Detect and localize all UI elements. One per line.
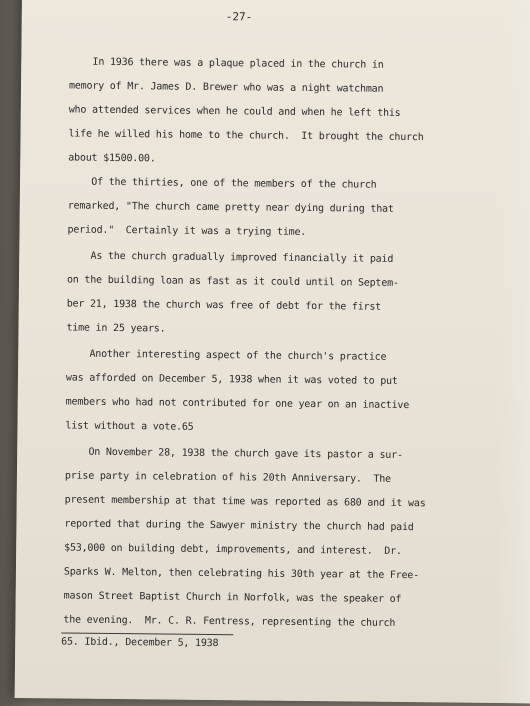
text-line: time in 25 years. [66,322,166,335]
footnote-divider [61,632,233,635]
text-line: Sparks W. Melton, then celebrating his 30th year at the Free- [63,566,420,582]
text-line: On November 28, 1938 the church gave its pastor a sur- [65,446,403,462]
text-line: who attended services when he could and when he left this [68,104,401,119]
footnote: 65. Ibid., December 5, 1938 [61,636,219,650]
text-line: Of the thirties, one of the members of the church [67,176,377,191]
text-line: As the church gradually improved financially it paid [67,250,394,265]
text-line: remarked, "The church came pretty near dying during that [67,200,394,215]
text-line: life he willed his home to the church. It brought the church [68,128,424,144]
text-line: present membership at that time was reported as 680 and it was [64,494,426,510]
text-line: period." Certainly it was a trying time. [67,224,307,238]
text-line: on the building loan as fast as it could until on Septem- [66,274,399,289]
text-line: ber 21, 1938 the church was free of debt for the first [66,298,382,313]
text-line: the evening. Mr. C. R. Fentress, representing the church [63,614,396,629]
text-line: prise party in celebration of his 20th Anniversary. The [64,470,391,485]
text-line: In 1936 there was a plaque placed in the church in [69,56,384,71]
text-line: memory of Mr. James D. Brewer who was a night watchman [68,80,384,95]
page-number: -27- [225,10,253,24]
text-line: Another interesting aspect of the church's practice [66,348,387,363]
typed-page [15,0,530,703]
text-line: was afforded on December 5, 1938 when it was voted to put [65,372,398,387]
text-line: about $1500.00. [68,152,156,165]
text-line: $53,000 on building debt, improvements, and interest. Dr. [64,542,402,558]
text-line: list without a vote.65 [65,420,194,433]
text-line: members who had not contributed for one year on an inactive [65,396,410,412]
text-line: reported that during the Sawyer ministry the church had paid [64,518,414,534]
text-line: mason Street Baptist Church in Norfolk, was the speaker of [63,590,402,606]
